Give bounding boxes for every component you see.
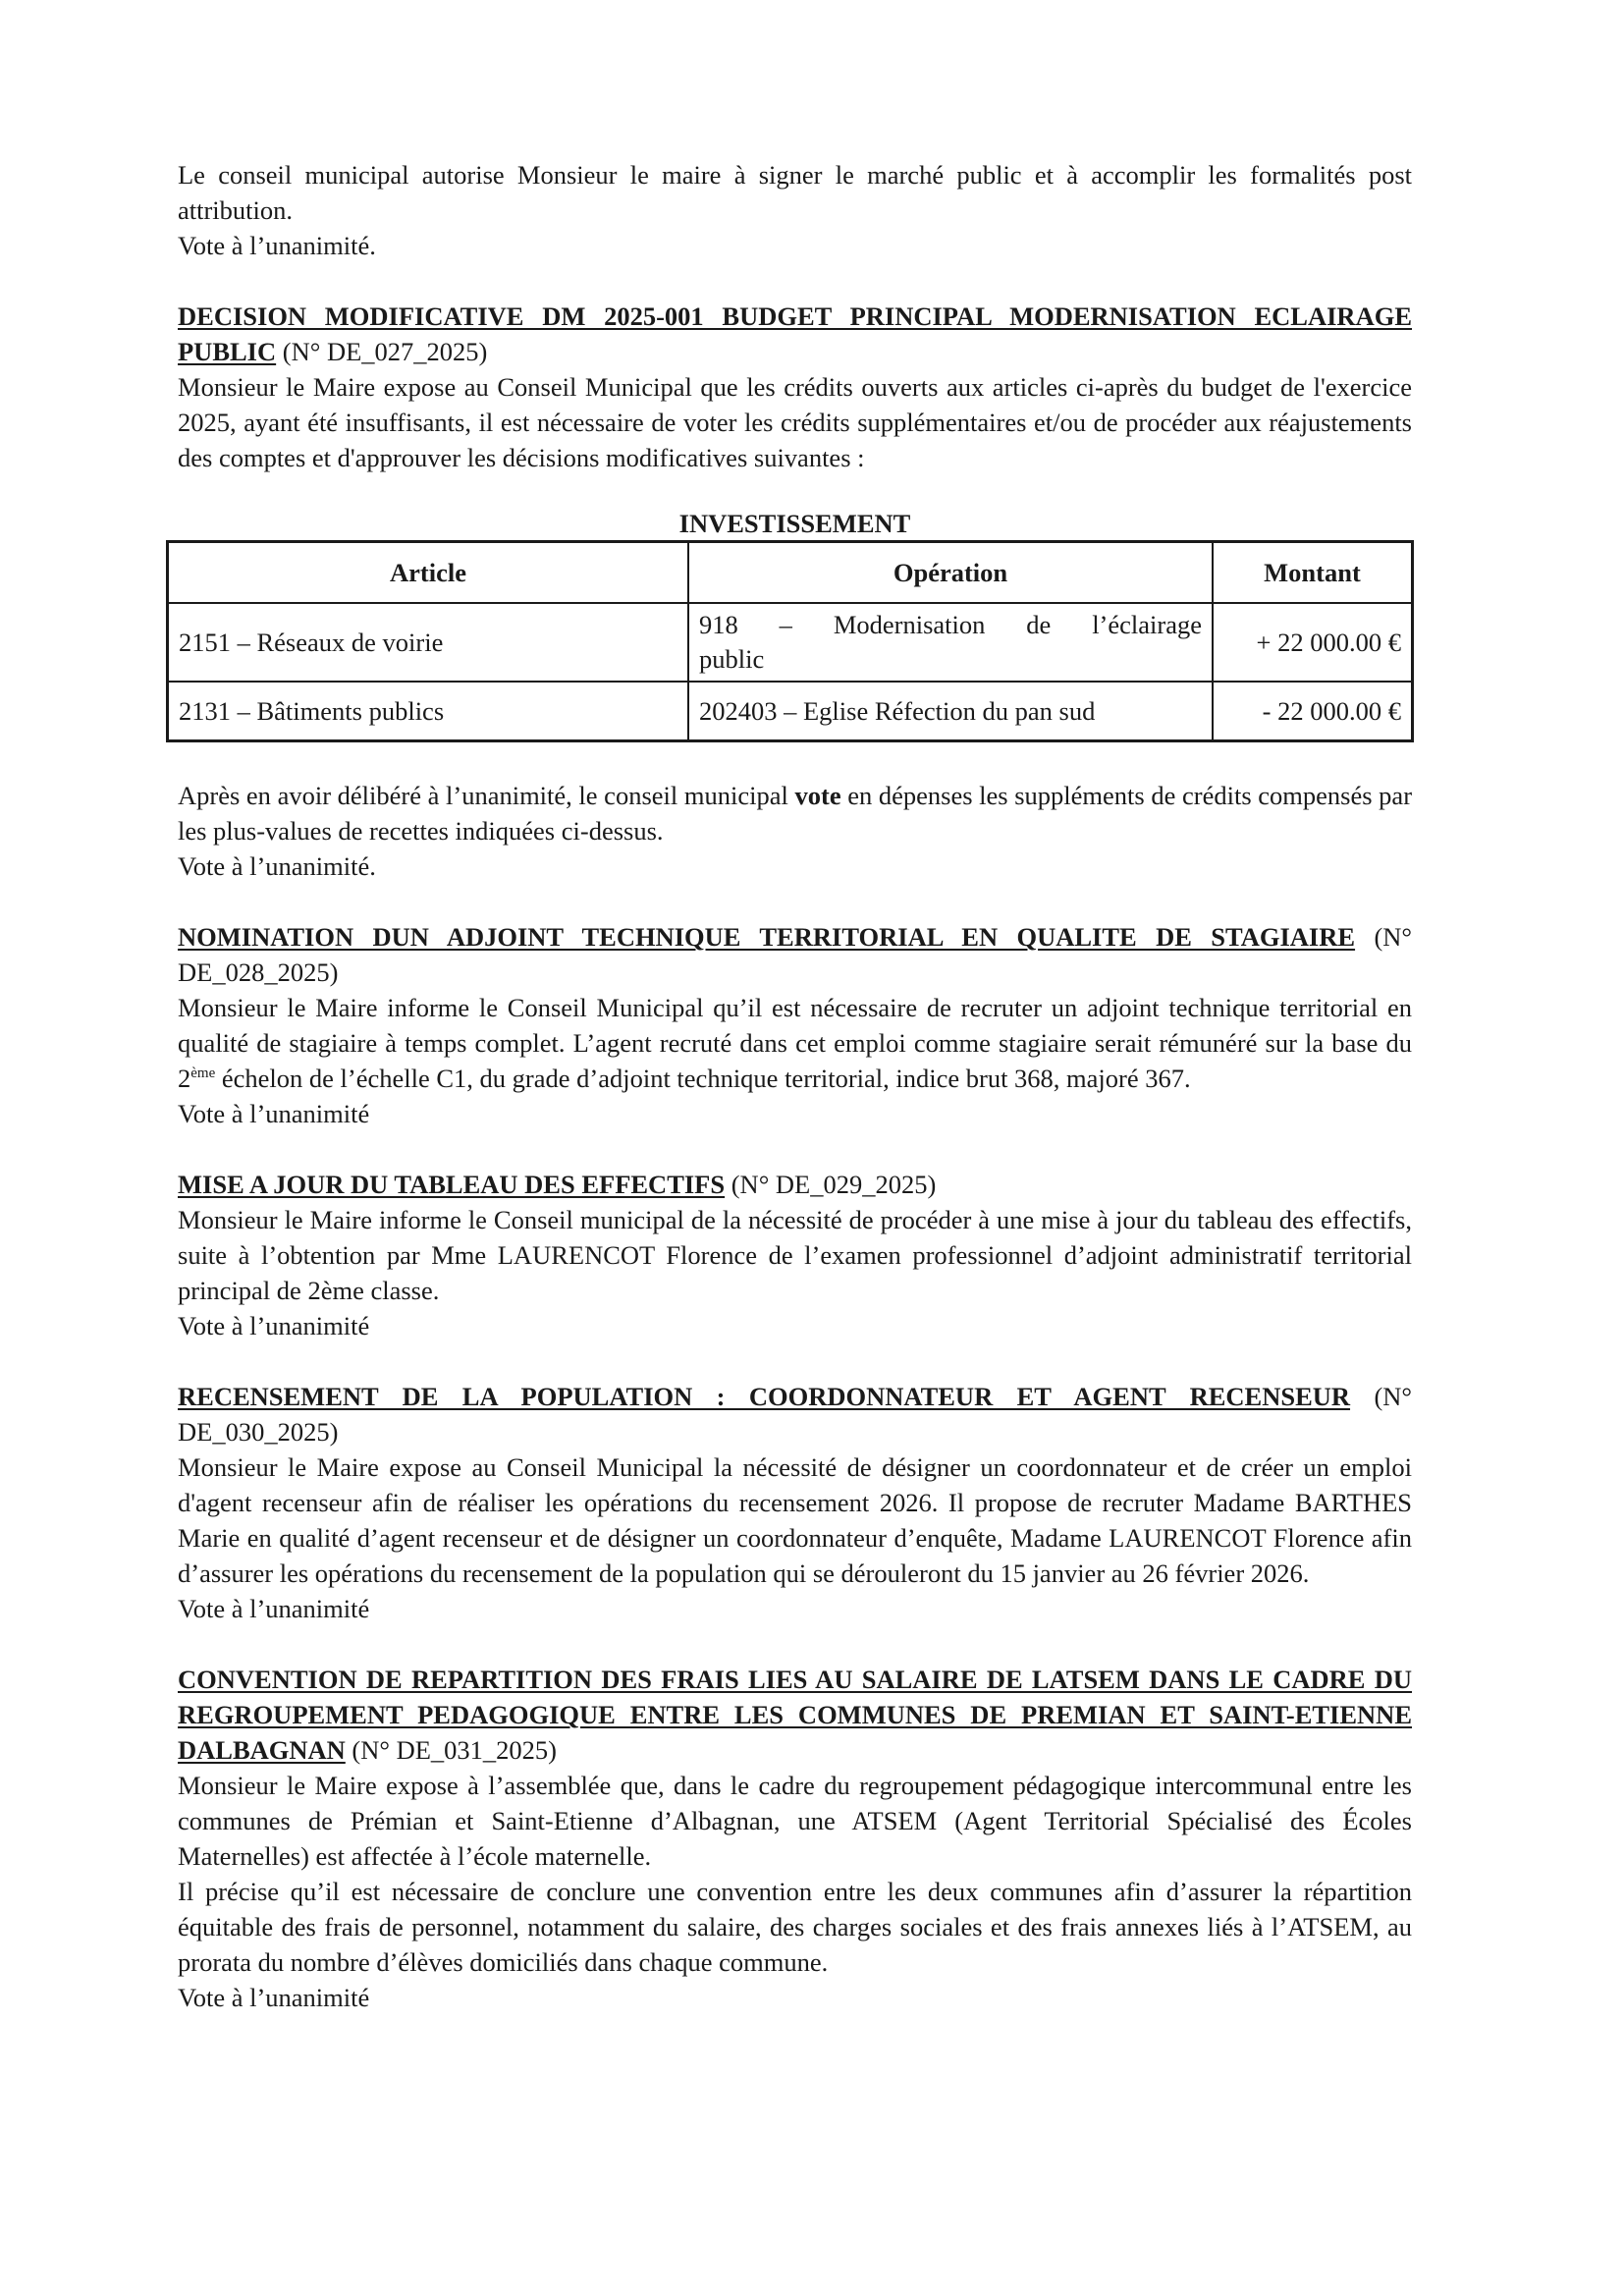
section-heading — [178, 919, 1412, 990]
section-reference: (N° DE_031_2025) — [352, 1735, 558, 1765]
section-title: CONVENTION DE REPARTITION DES FRAIS LIES AU SALAIRE DE LATSEM DANS LE CADRE DU REGROUPEMENT PEDAGOGIQUE ENTRE LES COMMUNES DE PREMIAN ET SAINT-ETIENNE DALBAGNAN — [178, 1665, 1412, 1765]
column-header-article: Article — [168, 542, 689, 604]
section-body — [178, 990, 1412, 1096]
section-vote: Vote à l’unanimité — [178, 1983, 370, 2012]
deliberation-block — [178, 778, 1412, 884]
deliberation-text-post: en dépenses les suppléments de crédits compensés par les plus-values de recettes indiquées ci-dessus. — [178, 781, 1413, 846]
section-reference: (N° DE_029_2025) — [731, 1170, 937, 1199]
column-header-amount: Montant — [1213, 542, 1413, 604]
section-reference: (N° DE_027_2025) — [282, 337, 488, 366]
intro-block — [178, 157, 1412, 263]
intro-vote: Vote à l’unanimité. — [178, 231, 376, 260]
section-tableau-effectifs — [178, 1167, 1412, 1343]
table-row — [168, 603, 1413, 682]
table-row — [168, 682, 1413, 741]
section-heading — [178, 299, 1412, 369]
cell-operation-line-2: public — [699, 644, 765, 674]
table-header-row — [168, 542, 1413, 604]
section-vote: Vote à l’unanimité — [178, 1311, 370, 1340]
cell-article: 2151 – Réseaux de voirie — [168, 603, 689, 682]
section-body: Monsieur le Maire expose au Conseil Municipal la nécessité de désigner un coordonnateur et de créer un emploi d'agent recenseur afin de réaliser les opérations du recensement 2026. Il propose de recruter Madame BARTHES Marie en qualité d’agent recenseur et de désigner un coordonnateur d’enquête, Madame LAURENCOT Florence afin d’assurer les opérations du recensement de la population qui se dérouleront du 15 janvier au 26 février 2026. — [178, 1452, 1412, 1588]
section-reference: (N° DE_028_2025) — [178, 922, 1413, 987]
section-recensement — [178, 1379, 1412, 1626]
investment-table — [166, 540, 1414, 742]
section-vote: Vote à l’unanimité — [178, 1594, 370, 1623]
section-heading — [178, 1167, 1412, 1202]
cell-amount: + 22 000.00 € — [1213, 603, 1413, 682]
section-body: Monsieur le Maire expose au Conseil Municipal que les crédits ouverts aux articles ci-après du budget de l'exercice 2025, ayant été insuffisants, il est nécessaire de voter les crédits supplémentaires et/ou de procéder aux réajustements des comptes et d'approuver les décisions modificatives suivantes : — [178, 372, 1412, 472]
cell-operation — [688, 603, 1213, 682]
section-reference: (N° DE_030_2025) — [178, 1382, 1412, 1447]
document-page — [178, 157, 1412, 2050]
section-vote: Vote à l’unanimité. — [178, 851, 376, 881]
cell-operation: 202403 – Eglise Réfection du pan sud — [688, 682, 1213, 741]
section-body-post: échelon de l’échelle C1, du grade d’adjoint technique territorial, indice brut 368, majoré 367. — [215, 1064, 1191, 1093]
section-heading — [178, 1662, 1412, 1768]
section-vote: Vote à l’unanimité — [178, 1099, 370, 1128]
section-convention-atsem — [178, 1662, 1412, 2015]
column-header-operation: Opération — [688, 542, 1213, 604]
section-title: MISE A JOUR DU TABLEAU DES EFFECTIFS — [178, 1170, 726, 1199]
section-body: Monsieur le Maire expose à l’assemblée que, dans le cadre du regroupement pédagogique intercommunal entre les communes de Prémian et Saint-Etienne d’Albagnan, une ATSEM (Agent Territorial Spécialisé des Écoles Maternelles) est affectée à l’école maternelle. — [178, 1771, 1412, 1871]
section-title: RECENSEMENT DE LA POPULATION : COORDONNATEUR ET AGENT RECENSEUR — [178, 1382, 1351, 1411]
section-body-superscript: ème — [190, 1066, 216, 1082]
section-title: DECISION MODIFICATIVE DM 2025-001 BUDGET PRINCIPAL MODERNISATION ECLAIRAGE PUBLIC — [178, 301, 1412, 366]
intro-paragraph: Le conseil municipal autorise Monsieur le maire à signer le marché public et à accomplir les formalités post attribution. — [178, 160, 1412, 225]
deliberation-text-bold: vote — [794, 781, 841, 810]
cell-article: 2131 – Bâtiments publics — [168, 682, 689, 741]
section-dm-2025-001 — [178, 299, 1412, 884]
table-title: INVESTISSEMENT — [678, 509, 911, 538]
deliberation-text — [178, 778, 1412, 848]
section-heading — [178, 1379, 1412, 1449]
cell-operation-line-1: 918 – Modernisation de l’éclairage — [699, 610, 1202, 639]
section-body-2: Il précise qu’il est nécessaire de conclure une convention entre les deux communes afin d’assurer la répartition équitable des frais de personnel, notamment du salaire, des charges sociales et des frais annexes liés à l’ATSEM, au prorata du nombre d’élèves domiciliés dans chaque commune. — [178, 1877, 1412, 1977]
deliberation-text-pre: Après en avoir délibéré à l’unanimité, le conseil municipal — [178, 781, 788, 810]
section-body-pre: Monsieur le Maire informe le Conseil Municipal qu’il est nécessaire de recruter un adjoint technique territorial en qualité de stagiaire à temps complet. L’agent recruté dans cet emploi comme stagiaire serait rémunéré sur la base du 2 — [178, 993, 1412, 1093]
section-body: Monsieur le Maire informe le Conseil municipal de la nécessité de procéder à une mise à jour du tableau des effectifs, suite à l’obtention par Mme LAURENCOT Florence de l’examen professionnel d’adjoint administratif territorial principal de 2ème classe. — [178, 1205, 1412, 1305]
cell-amount: - 22 000.00 € — [1213, 682, 1413, 741]
section-title: NOMINATION DUN ADJOINT TECHNIQUE TERRITORIAL EN QUALITE DE STAGIAIRE — [178, 922, 1356, 952]
section-nomination-adjoint — [178, 919, 1412, 1131]
